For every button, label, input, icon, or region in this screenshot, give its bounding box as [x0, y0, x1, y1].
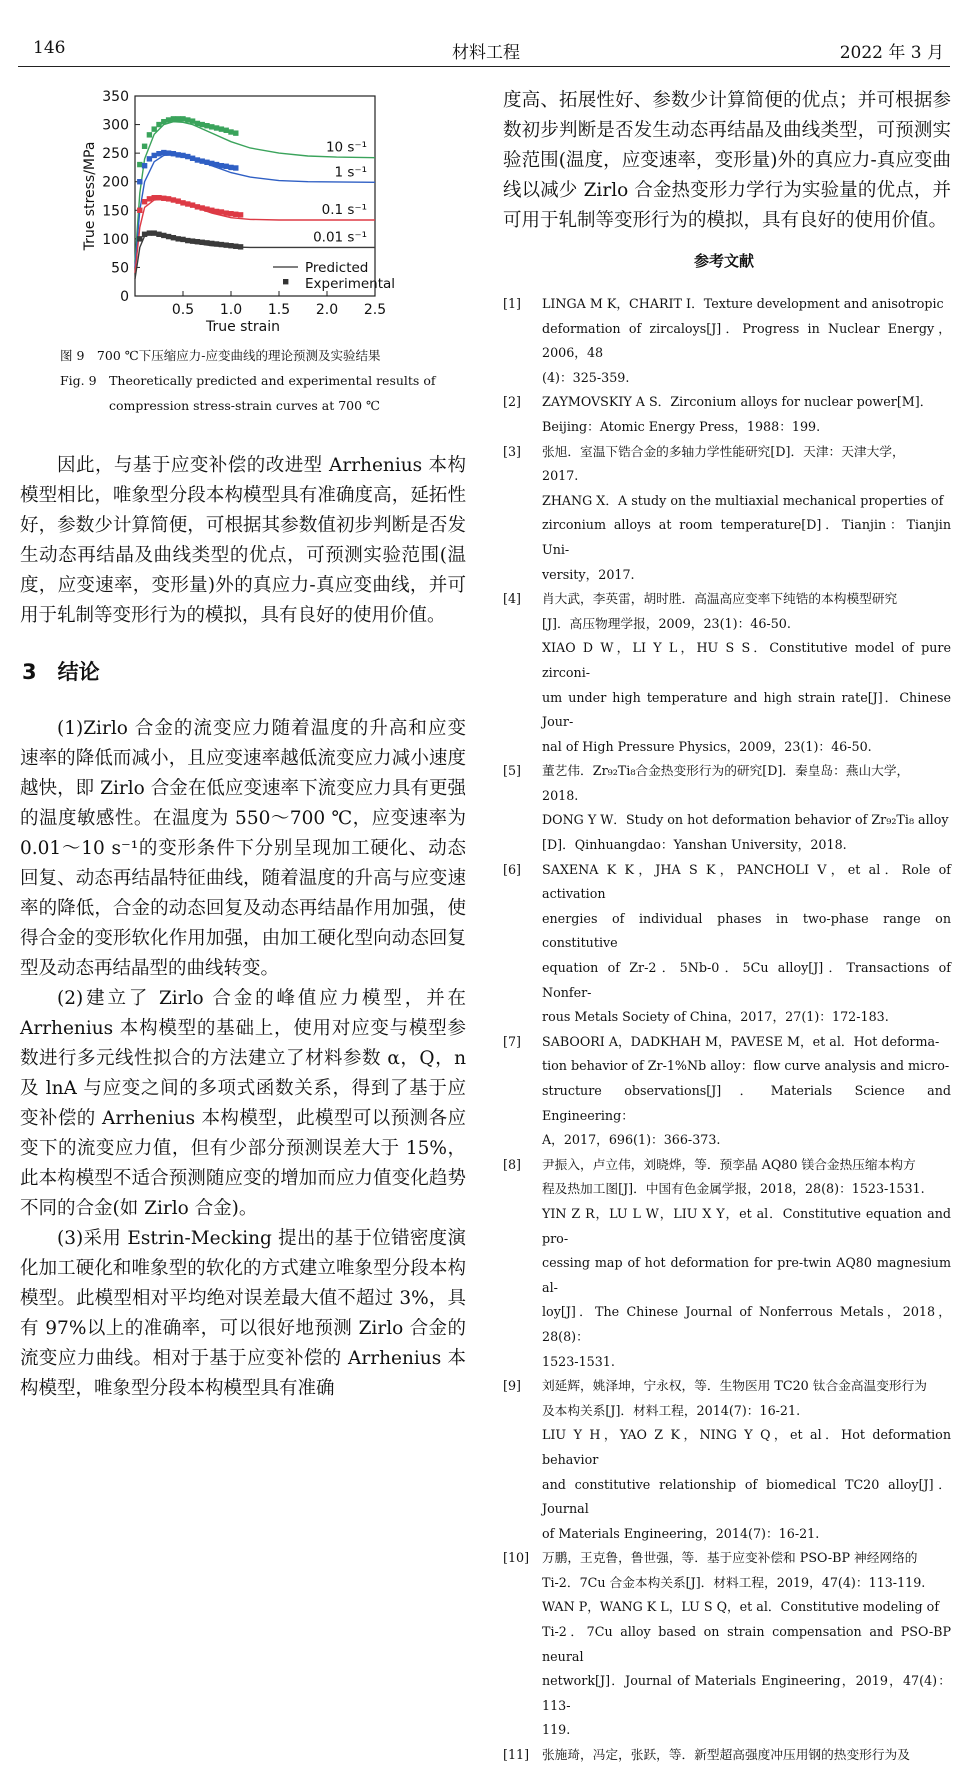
experimental-point — [185, 238, 190, 243]
experimental-point — [214, 241, 219, 246]
experimental-point — [161, 196, 166, 201]
reference-item — [503, 587, 951, 759]
reference-line: SABOORI A，DADKHAH M，PAVESE M，et al．Hot deforma- — [542, 1033, 940, 1049]
experimental-point — [137, 236, 142, 241]
reference-number: [4] — [503, 591, 521, 607]
reference-item — [503, 390, 951, 439]
legend-predicted-label: Predicted — [305, 260, 369, 276]
experimental-point — [200, 122, 205, 127]
issue-date: 2022 年 3 月 — [839, 43, 944, 63]
experimental-point — [176, 116, 181, 121]
reference-line: A，2017，696(1)：366-373. — [542, 1132, 721, 1148]
reference-line: nal of High Pressure Physics，2009，23(1)：46-50. — [542, 738, 872, 754]
reference-number: [5] — [503, 763, 521, 779]
experimental-point — [224, 128, 229, 133]
reference-line: WAN P，WANG K L，LU S Q，et al．Constitutive modeling of — [542, 1599, 940, 1615]
reference-line: 119. — [542, 1722, 571, 1738]
reference-line: of Materials Engineering，2014(7)：16-21. — [542, 1525, 820, 1541]
experimental-point — [219, 126, 224, 131]
experimental-point — [152, 195, 157, 200]
experimental-point — [204, 123, 209, 128]
body-paragraph-continued: 度高、拓展性好、参数少计算简便的优点；并可根据参数初步判断是否发生动态再结晶及曲线类型，可预测实验范围(温度，应变速率，变形量)外的真应力-真应变曲线以减少 Zirlo 合金热变形力学行为实验量的优点，并可用于轧制等变形行为的模拟，具有良好的使用价值。 — [503, 90, 951, 231]
experimental-point — [161, 233, 166, 238]
x-tick-label: 0.5 — [171, 302, 195, 318]
experimental-point — [233, 244, 238, 249]
experimental-point — [142, 163, 147, 168]
reference-line: Beijing：Atomic Energy Press，1988：199. — [542, 418, 821, 434]
experimental-point — [209, 241, 214, 246]
reference-line: loy[J]．The Chinese Journal of Nonferrous Metals，2018，28(8)： — [542, 1304, 951, 1344]
reference-line: ZHANG X．A study on the multiaxial mechanical properties of — [542, 492, 944, 508]
experimental-point — [200, 205, 205, 210]
experimental-point — [195, 121, 200, 126]
experimental-point — [238, 212, 243, 217]
experimental-point — [171, 235, 176, 240]
experimental-point — [214, 125, 219, 130]
reference-line: structure observations[J]．Materials Science and Engineering： — [542, 1083, 951, 1123]
reference-number: [3] — [503, 443, 521, 459]
x-axis-label: True strain — [205, 319, 281, 335]
reference-line: 董艺伟．Zr₉₂Ti₈合金热变形行为的研究[D]．秦皇岛：燕山大学， — [542, 763, 910, 779]
experimental-point — [176, 198, 181, 203]
stress-strain-chart — [60, 85, 400, 340]
experimental-point — [180, 116, 185, 121]
experimental-point — [209, 124, 214, 129]
reference-line: ZAYMOVSKIY A S．Zirconium alloys for nuclear power[M]． — [542, 394, 933, 410]
experimental-point — [171, 197, 176, 202]
reference-line: 肖大武，李英雷，胡时胜．高温高应变率下纯锆的本构模型研究 — [542, 591, 898, 607]
experimental-point — [166, 234, 171, 239]
experimental-point — [233, 212, 238, 217]
experimental-point — [180, 200, 185, 205]
experimental-point — [142, 232, 147, 237]
experimental-point — [156, 151, 161, 156]
experimental-point — [176, 152, 181, 157]
reference-number: [6] — [503, 861, 521, 877]
experimental-point — [209, 161, 214, 166]
experimental-point — [219, 209, 224, 214]
reference-line: XIAO D W，LI Y L，HU S S．Constitutive model of pure zirconi- — [542, 640, 951, 680]
page-number: 146 — [33, 38, 66, 58]
reference-line: LINGA M K，CHARIT I．Texture development and anisotropic — [542, 296, 944, 311]
legend-experimental-label: Experimental — [305, 276, 396, 292]
experimental-point — [195, 239, 200, 244]
experimental-point — [147, 156, 152, 161]
conclusion-3: (3)采用 Estrin-Mecking 提出的基于位错密度演化加工硬化和唯象型的软化的方式建立唯象型分段本构模型。此模型相对平均绝对误差最大值不超过 3%，具有 97%以上的准确率，可以很好地预测 Zirlo 合金的流变应力曲线。相对于基于应变补偿的 Arrhenius 本构模型，唯象型分段本构模型具有准确 — [20, 1228, 466, 1399]
reference-number: [11] — [503, 1747, 530, 1763]
experimental-point — [195, 157, 200, 162]
reference-item — [503, 1743, 951, 1768]
reference-item — [503, 1374, 951, 1546]
experimental-point — [224, 242, 229, 247]
journal-name: 材料工程 — [452, 43, 520, 63]
experimental-point — [200, 240, 205, 245]
reference-line: 万鹏，王克鲁，鲁世强，等．基于应变补偿和 PSO-BP 神经网络的 — [542, 1550, 918, 1566]
reference-number: [9] — [503, 1378, 521, 1394]
y-tick-label: 50 — [111, 260, 129, 277]
experimental-point — [161, 150, 166, 155]
x-tick-label: 2.0 — [315, 302, 339, 318]
experimental-point — [238, 244, 243, 249]
reference-line: um under high temperature and high strain rate[J]．Chinese Jour- — [542, 689, 951, 730]
reference-line: LIU Y H，YAO Z K，NING Y Q，et al．Hot deformation behavior — [542, 1427, 951, 1467]
y-tick-label: 0 — [120, 289, 129, 305]
reference-line: tion behavior of Zr-1%Nb alloy：flow curve analysis and micro- — [542, 1058, 950, 1074]
experimental-point — [219, 242, 224, 247]
experimental-point — [195, 204, 200, 209]
experimental-point — [204, 206, 209, 211]
experimental-point — [156, 232, 161, 237]
x-tick-label: 1.0 — [219, 302, 243, 318]
experimental-point — [166, 150, 171, 155]
legend-experimental-swatch — [283, 279, 288, 284]
y-axis-label: True stress/MPa — [82, 141, 98, 251]
reference-line: network[J]．Journal of Materials Engineering，2019，47(4)：113- — [542, 1673, 951, 1713]
reference-line: [D]．Qinhuangdao：Yanshan University，2018. — [542, 837, 847, 853]
left-column-paragraph-block — [20, 451, 466, 631]
y-tick-label: 100 — [102, 231, 129, 248]
x-tick-label: 1.5 — [267, 302, 291, 318]
experimental-point — [214, 162, 219, 167]
reference-line: versity，2017. — [542, 566, 635, 582]
reference-item — [503, 759, 951, 857]
y-tick-label: 150 — [102, 203, 129, 220]
experimental-point — [180, 237, 185, 242]
experimental-point — [171, 116, 176, 121]
reference-item — [503, 1030, 951, 1153]
reference-list — [503, 292, 951, 1768]
experimental-point — [171, 151, 176, 156]
reference-line: and constitutive relationship of biomedical TC20 alloy[J]．Journal — [542, 1476, 951, 1517]
reference-number: [8] — [503, 1156, 521, 1172]
experimental-point — [228, 129, 233, 134]
reference-line: 2018. — [542, 787, 579, 803]
experimental-point — [228, 211, 233, 216]
reference-number: [10] — [503, 1550, 530, 1566]
conclusion-1: (1)Zirlo 合金的流变应力随着温度的升高和应变速率的降低而减小，且应变速率越低流变应力减小速度越快，即 Zirlo 合金在低应变速率下流变应力具有更强的温度敏感性。在温度为 550～700 ℃，应变速率为 0.01～10 s⁻¹的变形条件下分别呈现加工硬化、动态回复、动态再结晶特征曲线，随着温度的升高与应变速率的降低，合金的动态回复及动态再结晶作用加强，使得合金的变形软化作用加强，由加工硬化型向动态回复型及动态再结晶型的曲线转变。 — [20, 718, 466, 979]
experimental-point — [156, 122, 161, 127]
reference-line: YIN Z R，LU L W，LIU X Y，et al．Constitutive equation and pro- — [542, 1205, 951, 1246]
experimental-point — [166, 196, 171, 201]
experimental-point — [233, 165, 238, 170]
reference-line: [J]．高压物理学报，2009，23(1)：46-50. — [542, 615, 791, 631]
reference-line: 张施琦，冯定，张跃，等．新型超高强度冲压用钢的热变形行为及 — [542, 1747, 910, 1763]
series-label: 0.01 s⁻¹ — [313, 229, 367, 246]
experimental-point — [152, 153, 157, 158]
header-rule — [18, 66, 950, 67]
experimental-point — [147, 132, 152, 137]
reference-line: 尹振入，卢立伟，刘晓烨，等．预孪晶 AQ80 镁合金热压缩本构方 — [542, 1156, 916, 1172]
experimental-point — [224, 164, 229, 169]
experimental-point — [166, 117, 171, 122]
reference-item — [503, 440, 951, 588]
reference-line: DONG Y W．Study on hot deformation behavior of Zr₉₂Ti₈ alloy — [542, 812, 949, 828]
experimental-point — [233, 130, 238, 135]
experimental-point — [190, 118, 195, 123]
series-label: 1 s⁻¹ — [334, 164, 367, 181]
experimental-point — [228, 165, 233, 170]
reference-line: SAXENA K K，JHA S K，PANCHOLI V，et al．Role of activation — [542, 861, 951, 902]
reference-line: 张旭．室温下锆合金的多轴力学性能研究[D]．天津：天津大学， — [542, 443, 905, 459]
experimental-point — [180, 153, 185, 158]
reference-item — [503, 292, 951, 390]
x-tick-label: 2.5 — [363, 302, 387, 318]
experimental-point — [190, 156, 195, 161]
y-tick-label: 250 — [102, 146, 129, 163]
reference-number: [1] — [503, 296, 521, 311]
experimental-point — [147, 230, 152, 235]
series-label: 0.1 s⁻¹ — [321, 202, 367, 218]
experimental-point — [152, 126, 157, 131]
reference-line: zirconium alloys at room temperature[D]．Tianjin：Tianjin Uni- — [542, 517, 951, 557]
body-paragraph: 因此，与基于应变补偿的改进型 Arrhenius 本构模型相比，唯象型分段本构模型具有准确度高，延拓性好，参数少计算简便，可根据其参数值初步判断是否发生动态再结晶及曲线类型的优点，可预测实验范围(温度，应变速率，变形量)外的真应力-真应变曲线，并可用于轧制等变形行为的模拟，具有良好的使用价值。 — [20, 455, 466, 626]
experimental-point — [204, 240, 209, 245]
experimental-point — [152, 230, 157, 235]
reference-item — [503, 1546, 951, 1743]
reference-line: energies of individual phases in two-phase range on constitutive — [542, 910, 951, 951]
experimental-point — [137, 179, 142, 184]
y-tick-label: 350 — [102, 89, 129, 105]
experimental-point — [214, 209, 219, 214]
experimental-point — [190, 202, 195, 207]
reference-line: equation of Zr-2．5Nb-0．5Cu alloy[J]．Transactions of Nonfer- — [542, 960, 951, 1000]
experimental-point — [137, 162, 142, 167]
reference-line: 刘延辉，姚泽坤，宁永权，等．生物医用 TC20 钛合金高温变形行为 — [542, 1378, 927, 1394]
reference-line: Ti-2．7Cu 合金本构关系[J]．材料工程，2019，47(4)：113-119. — [542, 1574, 926, 1590]
experimental-point — [185, 117, 190, 122]
reference-line: (4)：325-359. — [542, 369, 630, 385]
reference-line: 2017. — [542, 468, 579, 484]
references-heading: 参考文献 — [694, 252, 755, 270]
reference-line: cessing map of hot deformation for pre-twin AQ80 magnesium al- — [542, 1255, 951, 1295]
reference-line: 及本构关系[J]．材料工程，2014(7)：16-21. — [542, 1402, 801, 1418]
experimental-point — [156, 195, 161, 200]
experimental-point — [200, 158, 205, 163]
conclusions-block — [20, 714, 466, 1404]
experimental-point — [209, 208, 214, 213]
experimental-point — [228, 243, 233, 248]
y-tick-label: 200 — [102, 174, 129, 191]
conclusion-2: (2)建立了 Zirlo 合金的峰值应力模型，并在 Arrhenius 本构模型的基础上，使用对应变与模型参数进行多元线性拟合的方法建立了材料参数 α，Q，n 及 lnA 与应变之间的多项式函数关系，得到了基于应变补偿的 Arrhenius 本构模型，此模型可以预测各应变下的流变应力值，但有少部分预测误差大于 15%，此本构模型不适合预测随应变的增加而应力值变化趋势不同的合金(如 Zirlo 合金)。 — [20, 988, 466, 1219]
reference-line: rous Metals Society of China，2017，27(1)：172-183. — [542, 1009, 889, 1025]
experimental-point — [224, 210, 229, 215]
figure-caption-en-2: compression stress-strain curves at 700 ℃ — [109, 398, 381, 413]
section-heading: 3 结论 — [22, 660, 100, 684]
reference-item — [503, 1153, 951, 1374]
reference-item — [503, 858, 951, 1030]
figure-caption-en-1: Fig. 9 Theoretically predicted and experimental results of — [60, 373, 436, 388]
series-label: 10 s⁻¹ — [325, 139, 367, 156]
experimental-point — [161, 119, 166, 124]
experimental-point — [185, 201, 190, 206]
y-tick-label: 300 — [102, 117, 129, 134]
right-column-paragraph-block — [503, 86, 951, 236]
reference-line: Ti-2．7Cu alloy based on strain compensation and PSO-BP neural — [542, 1624, 951, 1664]
reference-number: [7] — [503, 1033, 521, 1049]
reference-line: 程及热加工图[J]．中国有色金属学报，2018，28(8)：1523-1531. — [542, 1181, 925, 1197]
experimental-point — [142, 144, 147, 149]
experimental-point — [190, 238, 195, 243]
figure-caption-cn: 图 9 700 ℃下压缩应力-应变曲线的理论预测及实验结果 — [60, 348, 381, 363]
experimental-point — [147, 196, 152, 201]
reference-line: deformation of zircaloys[J]．Progress in Nuclear Energy，2006，48 — [542, 320, 951, 361]
experimental-point — [137, 208, 142, 213]
experimental-point — [176, 236, 181, 241]
experimental-point — [185, 154, 190, 159]
experimental-point — [219, 163, 224, 168]
reference-number: [2] — [503, 394, 521, 410]
reference-line: 1523-1531. — [542, 1353, 615, 1369]
experimental-point — [204, 160, 209, 165]
experimental-point — [142, 199, 147, 204]
